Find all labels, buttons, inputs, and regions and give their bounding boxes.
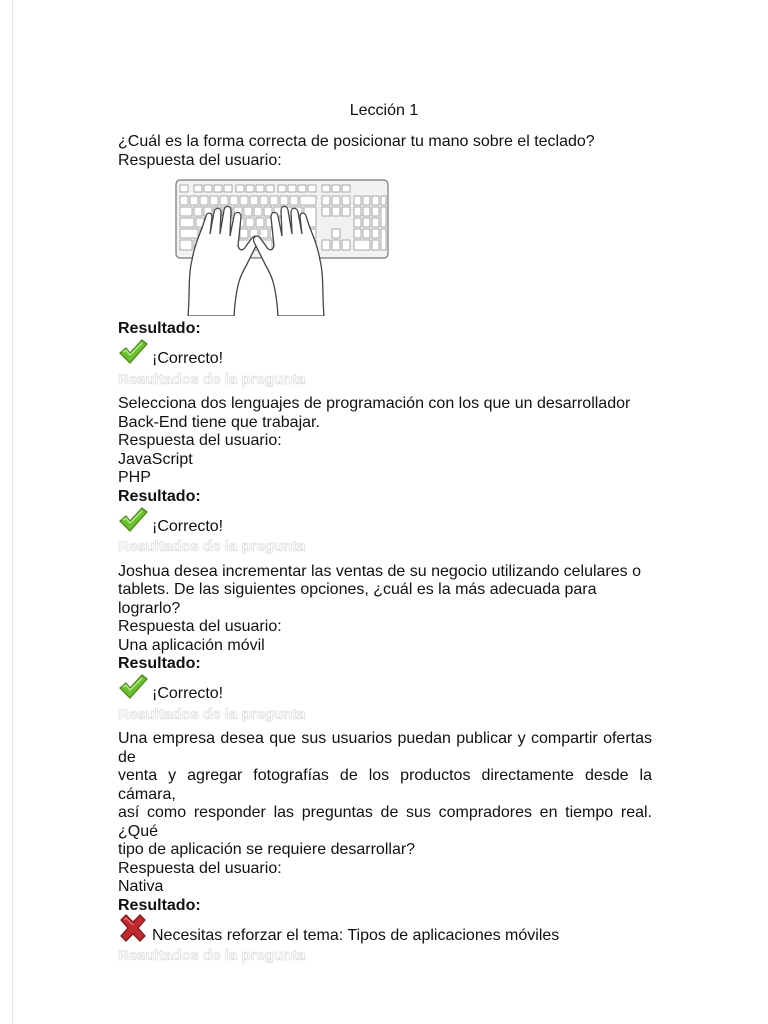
result-label: Resultado: xyxy=(118,487,201,505)
red-x-icon xyxy=(118,914,148,948)
keyboard-hands-image xyxy=(174,176,390,316)
question-text-line: Una empresa desea que sus usuarios puedan publicar y compartir ofertas de xyxy=(118,730,652,766)
result-text: Necesitas reforzar el tema: Tipos de aplicaciones móviles xyxy=(152,926,560,944)
result-status xyxy=(118,676,652,706)
checkmark-icon xyxy=(118,674,148,706)
user-answer-label: Respuesta del usuario: xyxy=(118,859,282,877)
result-status xyxy=(118,341,652,371)
page-title: Lección 1 xyxy=(349,102,419,119)
question-1 xyxy=(118,133,652,389)
result-label: Resultado: xyxy=(118,896,201,914)
question-text-line: tipo de aplicación se requiere desarrollar? xyxy=(118,841,416,858)
question-text-line: Back-End tiene que trabajar. xyxy=(118,413,320,431)
question-text-line: venta y agregar fotografías de los productos directamente desde la cámara, xyxy=(118,767,652,803)
question-4 xyxy=(118,730,652,966)
result-text: ¡Correcto! xyxy=(152,685,224,702)
result-status xyxy=(118,917,652,947)
result-label: Resultado: xyxy=(118,320,201,337)
question-text: ¿Cuál es la forma correcta de posicionar tu mano sobre el teclado? xyxy=(118,133,595,150)
question-results-link[interactable]: Resultados de la pregunta xyxy=(118,538,306,555)
user-answer-label: Respuesta del usuario: xyxy=(118,151,282,169)
checkmark-icon xyxy=(118,339,148,371)
question-results-link[interactable]: Resultados de la pregunta xyxy=(118,705,306,723)
question-text-line: Selecciona dos lenguajes de programación con los que un desarrollador xyxy=(118,395,631,412)
question-2 xyxy=(118,395,652,557)
question-text-line: tablets. De las siguientes opciones, ¿cuál es la más adecuada para lograrlo? xyxy=(118,581,597,617)
question-3 xyxy=(118,563,652,725)
quiz-content xyxy=(118,133,652,972)
user-answer: PHP xyxy=(118,469,151,486)
result-label: Resultado: xyxy=(118,655,201,672)
user-answer-label: Respuesta del usuario: xyxy=(118,618,282,635)
user-answer: JavaScript xyxy=(118,450,193,468)
question-results-link[interactable]: Resultados de la pregunta xyxy=(118,370,306,388)
user-answer: Una aplicación móvil xyxy=(118,636,265,654)
question-results-link[interactable]: Resultados de la pregunta xyxy=(118,947,306,964)
user-answer-label: Respuesta del usuario: xyxy=(118,432,282,449)
result-text: ¡Correcto! xyxy=(152,350,224,367)
page-edge xyxy=(12,0,13,1024)
result-status xyxy=(118,508,652,538)
user-answer: Nativa xyxy=(118,878,164,895)
checkmark-icon xyxy=(118,507,148,539)
question-text-line: Joshua desea incrementar las ventas de su negocio utilizando celulares o xyxy=(118,562,641,580)
result-text: ¡Correcto! xyxy=(152,517,224,535)
question-text-line: así como responder las preguntas de sus compradores en tiempo real. ¿Qué xyxy=(118,804,652,840)
